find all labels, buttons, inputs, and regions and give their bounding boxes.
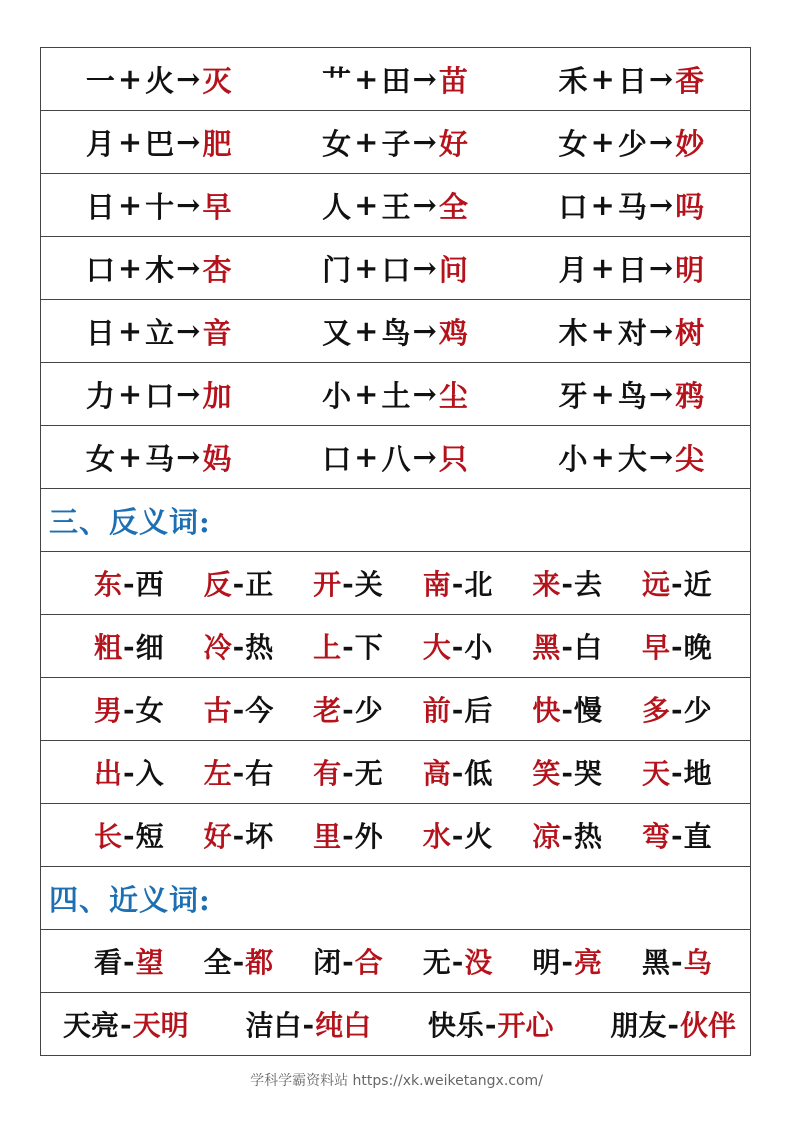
antonym-pair: 老 - 少 — [313, 692, 383, 727]
antonyms-heading-row — [41, 488, 750, 551]
antonym-pair: 黑 - 白 — [532, 629, 602, 664]
synonyms-heading-row — [41, 866, 750, 929]
antonym-pair: 好 - 坏 — [203, 818, 274, 853]
antonym-pair: 里 - 外 — [313, 818, 383, 853]
combo-cell: 口 + 木 → 杏 — [85, 251, 233, 287]
combo-cell: 日 + 十 → 早 — [85, 188, 233, 224]
combo-cell: 小 + 大 → 尖 — [558, 440, 706, 476]
synonym-pair: 天亮 - 天明 — [63, 1007, 189, 1042]
combo-row — [41, 362, 750, 425]
worksheet-table — [40, 47, 751, 1056]
combo-cell: 力 + 口 → 加 — [85, 377, 233, 413]
combo-cell: 禾 + 日 → 香 — [558, 62, 706, 98]
antonym-pair: 水 - 火 — [422, 818, 493, 853]
synonym-pair: 黑 - 乌 — [641, 944, 712, 979]
combo-cell: 口 + 八 → 只 — [322, 440, 469, 476]
combo-row — [41, 299, 750, 362]
antonym-row — [41, 677, 750, 740]
combo-cell: 女 + 少 → 妙 — [558, 125, 706, 161]
synonym-row — [41, 929, 750, 992]
antonym-pair: 早 - 晚 — [641, 629, 712, 664]
synonym-pair: 洁白 - 纯白 — [245, 1007, 372, 1042]
synonym-row — [41, 992, 750, 1055]
footer-watermark: 学科学霸资料站 https://xk.weiketangx.com/ — [250, 1073, 543, 1089]
synonym-pair: 朋友 - 伙伴 — [610, 1007, 736, 1042]
synonym-pair: 快乐 - 开心 — [427, 1007, 554, 1042]
antonym-pair: 开 - 关 — [313, 566, 383, 601]
antonym-pair: 有 - 无 — [313, 755, 383, 790]
antonym-pair: 男 - 女 — [93, 692, 164, 727]
antonym-pair: 远 - 近 — [641, 566, 712, 601]
antonym-pair: 出 - 入 — [93, 755, 164, 790]
synonyms-heading: 四、近义词: — [49, 882, 211, 917]
combo-row — [41, 173, 750, 236]
antonym-pair: 前 - 后 — [422, 692, 493, 727]
combo-cell: 小 + 土 → 尘 — [322, 377, 469, 413]
synonym-pair: 看 - 望 — [93, 944, 164, 979]
combo-cell: 又 + 鸟 → 鸡 — [322, 314, 469, 350]
antonym-pair: 粗 - 细 — [93, 629, 164, 664]
antonym-row — [41, 551, 750, 614]
combo-row — [41, 425, 750, 488]
combo-cell: 门 + 口 → 问 — [322, 251, 469, 287]
antonym-row — [41, 803, 750, 866]
combo-cell: 人 + 王 → 全 — [322, 188, 469, 224]
antonym-pair: 反 - 正 — [203, 566, 274, 601]
antonym-row — [41, 614, 750, 677]
synonym-pair: 全 - 都 — [203, 944, 274, 979]
antonym-pair: 天 - 地 — [641, 755, 712, 790]
antonym-pair: 古 - 今 — [203, 692, 274, 727]
synonym-pair: 无 - 没 — [422, 944, 493, 979]
combo-cell: 女 + 马 → 妈 — [85, 440, 233, 476]
antonym-pair: 多 - 少 — [641, 692, 712, 727]
combo-cell: 日 + 立 → 音 — [85, 314, 233, 350]
antonym-pair: 东 - 西 — [93, 566, 164, 601]
antonym-pair: 南 - 北 — [422, 566, 493, 601]
antonyms-heading: 三、反义词: — [49, 504, 211, 539]
antonym-pair: 大 - 小 — [422, 629, 493, 664]
antonym-pair: 来 - 去 — [532, 566, 602, 601]
antonym-row — [41, 740, 750, 803]
combo-cell: 月 + 巴 → 肥 — [85, 125, 233, 161]
antonym-pair: 长 - 短 — [93, 818, 164, 853]
antonym-pair: 高 - 低 — [422, 755, 493, 790]
combo-cell: 艹 + 田 → 苗 — [322, 62, 469, 98]
combo-row — [41, 110, 750, 173]
combo-cell: 木 + 对 → 树 — [558, 314, 706, 350]
antonym-pair: 冷 - 热 — [203, 629, 274, 664]
antonym-pair: 快 - 慢 — [532, 692, 602, 727]
antonym-pair: 凉 - 热 — [532, 818, 602, 853]
antonym-pair: 上 - 下 — [313, 629, 383, 664]
combo-cell: 女 + 子 → 好 — [322, 125, 469, 161]
combo-row — [41, 236, 750, 299]
antonym-pair: 笑 - 哭 — [532, 755, 602, 790]
combo-row — [41, 48, 750, 110]
combo-cell: 牙 + 鸟 → 鸦 — [558, 377, 706, 413]
antonym-pair: 左 - 右 — [203, 755, 274, 790]
synonym-pair: 闭 - 合 — [313, 944, 383, 979]
combo-cell: 一 + 火 → 灭 — [85, 62, 233, 98]
combo-cell: 月 + 日 → 明 — [558, 251, 706, 287]
combo-cell: 口 + 马 → 吗 — [558, 188, 706, 224]
synonym-pair: 明 - 亮 — [532, 944, 602, 979]
antonym-pair: 弯 - 直 — [641, 818, 712, 853]
